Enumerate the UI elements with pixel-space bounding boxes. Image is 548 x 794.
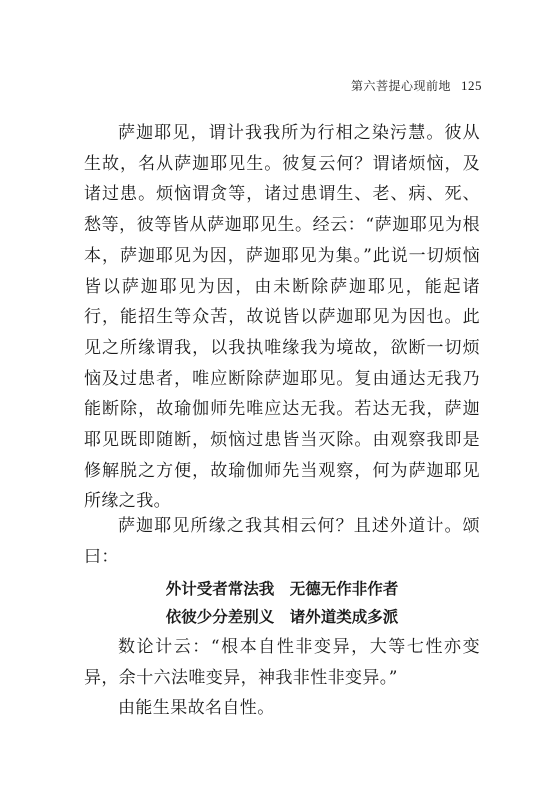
body-paragraph-2: 萨迦耶见所缘之我其相云何？且述外道计。颂曰：	[84, 516, 480, 567]
body-paragraph-4-block	[84, 693, 480, 724]
body-paragraph-4: 由能生果故名自性。	[118, 698, 275, 718]
body-paragraph-2-block	[84, 511, 480, 572]
body-paragraph-3: 数论计云：“根本自性非变异，大等七性亦变异，余十六法唯变异，神我非性非变异。”	[84, 637, 480, 688]
verse-line-1: 外计受者常法我 无德无作非作者	[165, 580, 399, 598]
page-number: 125	[461, 78, 482, 93]
body-paragraph-3-block	[84, 632, 480, 693]
body-paragraph-1: 萨迦耶见，谓计我我所为行相之染污慧。彼从生故，名从萨迦耶见生。彼复云何？谓诸烦恼，及诸过患。烦恼谓贪等，诸过患谓生、老、病、死、愁等，彼等皆从萨迦耶见生。经云：“萨迦耶见为根本，萨迦耶见为因，萨迦耶见为集。”此说一切烦恼皆以萨迦耶见为因，由未断除萨迦耶见，能起诸行，能招生等众苦，故说皆以萨迦耶见为因也。此见之所缘谓我，以我执唯缘我为境故，欲断一切烦恼及过患者，唯应断除萨迦耶见。复由通达无我乃能断除，故瑜伽师先唯应达无我。若达无我，萨迦耶见既即随断，烦恼过患皆当灭除。由观察我即是修解脱之方便，故瑜伽师先当观察，何为萨迦耶见所缘之我。	[84, 123, 480, 512]
body-paragraph-1-block	[84, 118, 480, 517]
verse-line-2: 依彼少分差别义 诸外道类成多派	[165, 608, 399, 626]
chapter-title: 第六菩提心现前地	[350, 79, 451, 93]
running-header	[351, 77, 482, 94]
